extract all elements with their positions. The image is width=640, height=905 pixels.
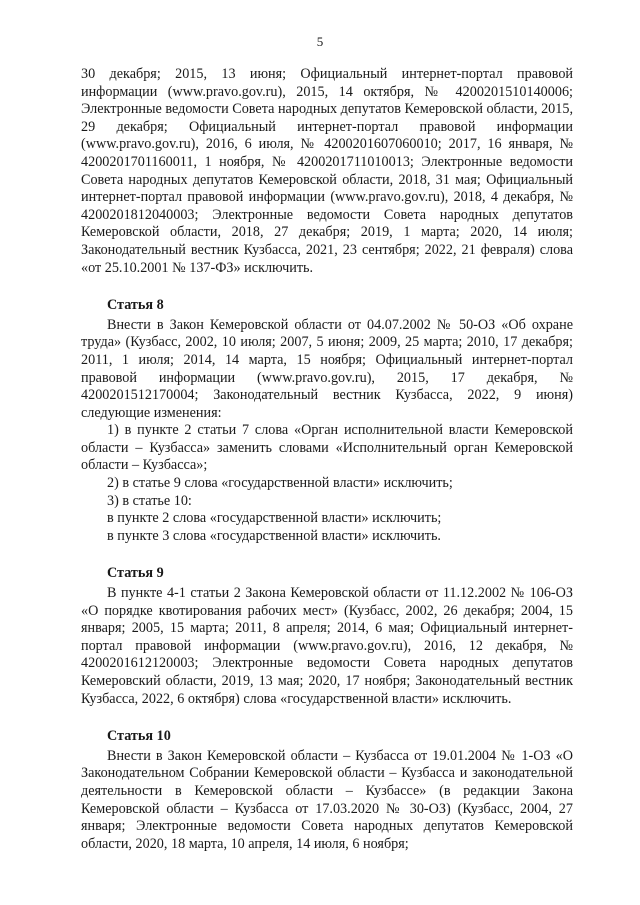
article-9-text: В пункте 4-1 статьи 2 Закона Кемеровской области от 11.12.2002 № 106-ОЗ «О порядке квотирования рабочих мест» (Кузбасс, 2002, 26 декабря; 2004, 15 января; 2005, 15 марта; 2011, 8 апреля; 2014, 6 мая; Официальный интернет-портал правовой информации (www.pravo.gov.ru), 2016, 12 декабря, № 4200201612120003; Электронные ведомости Совета народных депутатов Кемеровский области, 2019, 13 мая; 2020, 17 ноября; Законодательный вестник Кузбасса, 2022, 6 октября) слова «государственной власти» исключить. (81, 585, 573, 707)
article-10-heading: Статья 10 (107, 728, 171, 745)
article-8-intro: Внести в Закон Кемеровской области от 04.07.2002 № 50-ОЗ «Об охране труда» (Кузбасс, 2002, 10 июля; 2007, 5 июня; 2009, 25 марта; 2010, 17 декабря; 2011, 1 июля; 2014, 14 марта, 15 ноября; Официальный интернет-портал правовой информации (www.pravo.gov.ru), 2015, 17 декабря, № 4200201512170004; Законодательный вестник Кузбасса, 2022, 9 июня) следующие изменения: (81, 316, 573, 421)
document-body (81, 66, 573, 853)
article-8-item-2: 2) в статье 9 слова «государственной власти» исключить; (107, 475, 453, 492)
paragraph-continuation: 30 декабря; 2015, 13 июня; Официальный интернет-портал правовой информации (www.pravo.gov.ru), 2015, 14 октября, № 4200201510140006; Электронные ведомости Совета народных депутатов Кемеровской области, 2015, 29 декабря; Официальный интернет-портал правовой информации (www.pravo.gov.ru), 2016, 6 июля, № 4200201607060010; 2017, 16 января, № 4200201701160011, 1 ноября, № 4200201711010013; Электронные ведомости Совета народных депутатов Кемеровской области, 2018, 31 мая; Официальный интернет-портал правовой информации (www.pravo.gov.ru), 2018, 4 декабря, № 4200201812040003; Электронные ведомости Совета народных депутатов Кемеровской области, 2018, 27 декабря; 2019, 1 марта; 2020, 14 июля; Законодательный вестник Кузбасса, 2021, 23 сентября; 2022, 21 февраля) слова «от 25.10.2001 № 137-ФЗ» исключить. (81, 66, 573, 276)
article-8-item-3a: в пункте 2 слова «государственной власти» исключить; (107, 510, 442, 527)
article-8-heading: Статья 8 (107, 297, 164, 314)
article-8-item-1: 1) в пункте 2 статьи 7 слова «Орган исполнительной власти Кемеровской области – Кузбасса» заменить словами «Исполнительный орган Кемеровской области – Кузбасса»; (81, 422, 573, 474)
article-9-heading: Статья 9 (107, 565, 164, 582)
article-8-item-3: 3) в статье 10: (107, 492, 192, 509)
page-number: 5 (316, 34, 324, 49)
article-8-item-3b: в пункте 3 слова «государственной власти» исключить. (107, 527, 441, 544)
article-10-text: Внести в Закон Кемеровской области – Кузбасса от 19.01.2004 № 1-ОЗ «О Законодательном Собрании Кемеровской области – Кузбасса и законодательной деятельности в Кемеровской области – Кузбассе» (в редакции Закона Кемеровской области – Кузбасса от 17.03.2020 № 30-ОЗ) (Кузбасс, 2004, 27 января; Электронные ведомости Совета народных депутатов Кемеровской области, 2020, 18 марта, 10 апреля, 14 июля, 6 ноября; (81, 747, 573, 852)
